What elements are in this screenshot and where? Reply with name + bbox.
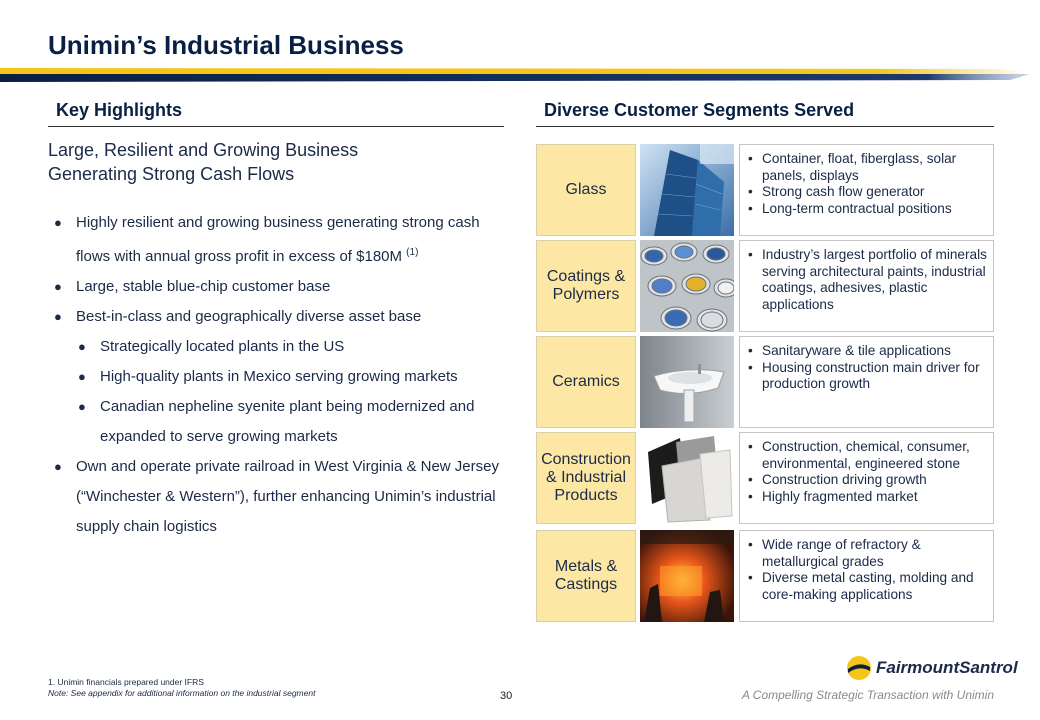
presentation-tagline: A Compelling Strategic Transaction with Unimin bbox=[741, 688, 994, 702]
segment-point: • Industry’s largest portfolio of minerals serving architectural paints, industrial coatings, adhesives, plastic applications bbox=[746, 247, 989, 313]
segment-point: • Construction driving growth bbox=[746, 472, 989, 489]
segment-point: • Strong cash flow generator bbox=[746, 184, 989, 201]
segment-description bbox=[739, 432, 994, 524]
bullet-dot-icon: ● bbox=[78, 339, 86, 354]
segment-point: • Wide range of refractory & metallurgical grades bbox=[746, 537, 989, 570]
segment-label-text: Metals & Castings bbox=[554, 558, 618, 593]
fairmount-santrol-logo-icon bbox=[846, 655, 872, 681]
segment-point: • Construction, chemical, consumer, environmental, engineered stone bbox=[746, 439, 989, 472]
logo-text: FairmountSantrol bbox=[876, 658, 1018, 677]
glass-building-photo bbox=[640, 144, 734, 236]
key-highlights-heading: Key Highlights bbox=[56, 100, 183, 120]
segment-point: • Highly fragmented market bbox=[746, 489, 989, 506]
segment-row-glass bbox=[536, 144, 994, 236]
lead-line: Large, Resilient and Growing Business bbox=[48, 140, 359, 160]
footnote-marker: (1) bbox=[406, 247, 419, 258]
left-heading-rule bbox=[48, 126, 504, 127]
paint-cans-photo bbox=[640, 240, 734, 332]
highlight-subitem bbox=[48, 332, 508, 362]
stone-panels-photo bbox=[640, 432, 734, 524]
segment-point: • Long-term contractual positions bbox=[746, 201, 989, 218]
highlight-item bbox=[48, 272, 508, 302]
highlight-item bbox=[48, 302, 508, 332]
bullet-dot-icon: ● bbox=[78, 369, 86, 384]
footnote-ifrs: 1. Unimin financials prepared under IFRS bbox=[48, 677, 204, 687]
segment-row-coatings bbox=[536, 240, 994, 332]
bullet-dot-icon: ● bbox=[54, 459, 62, 474]
segment-description bbox=[739, 530, 994, 622]
lead-statement bbox=[48, 138, 488, 186]
segment-row-metals bbox=[536, 530, 994, 622]
segment-row-construction bbox=[536, 432, 994, 524]
highlight-text: Own and operate private railroad in West Virginia & New Jersey (“Winchester & Western”), further enhancing Unimin’s industrial supply chain logistics bbox=[76, 458, 499, 535]
company-logo bbox=[846, 655, 1018, 681]
bullet-dot-icon: ● bbox=[54, 309, 62, 324]
segment-label-text: Coatings & Polymers bbox=[546, 268, 626, 303]
segment-point: • Housing construction main driver for production growth bbox=[746, 360, 989, 393]
segment-description bbox=[739, 336, 994, 428]
segment-label: Ceramics bbox=[536, 336, 636, 428]
segments-heading: Diverse Customer Segments Served bbox=[544, 100, 855, 120]
segment-label: Glass bbox=[536, 144, 636, 236]
segment-description bbox=[739, 240, 994, 332]
highlight-text: Large, stable blue-chip customer base bbox=[76, 278, 331, 295]
segment-point: • Diverse metal casting, molding and core-making applications bbox=[746, 570, 989, 603]
foundry-photo bbox=[640, 530, 734, 622]
segment-label bbox=[536, 240, 636, 332]
highlight-text: Canadian nepheline syenite plant being modernized and expanded to serve growing markets bbox=[100, 398, 475, 445]
segment-description bbox=[739, 144, 994, 236]
page-title: Unimin’s Industrial Business bbox=[48, 30, 404, 60]
highlight-text: Best-in-class and geographically diverse asset base bbox=[76, 308, 422, 325]
lead-line: Generating Strong Cash Flows bbox=[48, 164, 295, 184]
title-decorative-bar bbox=[0, 68, 1030, 82]
page-number: 30 bbox=[500, 690, 513, 702]
sink-photo bbox=[640, 336, 734, 428]
bullet-dot-icon: ● bbox=[54, 279, 62, 294]
segment-label bbox=[536, 432, 636, 524]
right-heading-rule bbox=[536, 126, 994, 127]
bullet-dot-icon: ● bbox=[54, 215, 62, 230]
segment-label bbox=[536, 530, 636, 622]
segment-row-ceramics bbox=[536, 336, 994, 428]
bullet-dot-icon: ● bbox=[78, 399, 86, 414]
highlight-subitem bbox=[48, 362, 508, 392]
footnote-appendix: Note: See appendix for additional information on the industrial segment bbox=[48, 688, 316, 698]
segment-label-text: Construction & Industrial Products bbox=[541, 451, 631, 504]
highlight-item bbox=[48, 208, 508, 272]
segment-point: • Sanitaryware & tile applications bbox=[746, 343, 989, 360]
highlight-text: High-quality plants in Mexico serving growing markets bbox=[100, 368, 458, 385]
highlight-subitem bbox=[48, 392, 508, 452]
highlight-text: Strategically located plants in the US bbox=[100, 338, 345, 355]
highlights-list bbox=[48, 208, 508, 542]
highlight-text: Highly resilient and growing business generating strong cash flows with annual gross profit in excess of $180M bbox=[76, 214, 480, 265]
highlight-item bbox=[48, 452, 508, 542]
segment-point: • Container, float, fiberglass, solar panels, displays bbox=[746, 151, 989, 184]
